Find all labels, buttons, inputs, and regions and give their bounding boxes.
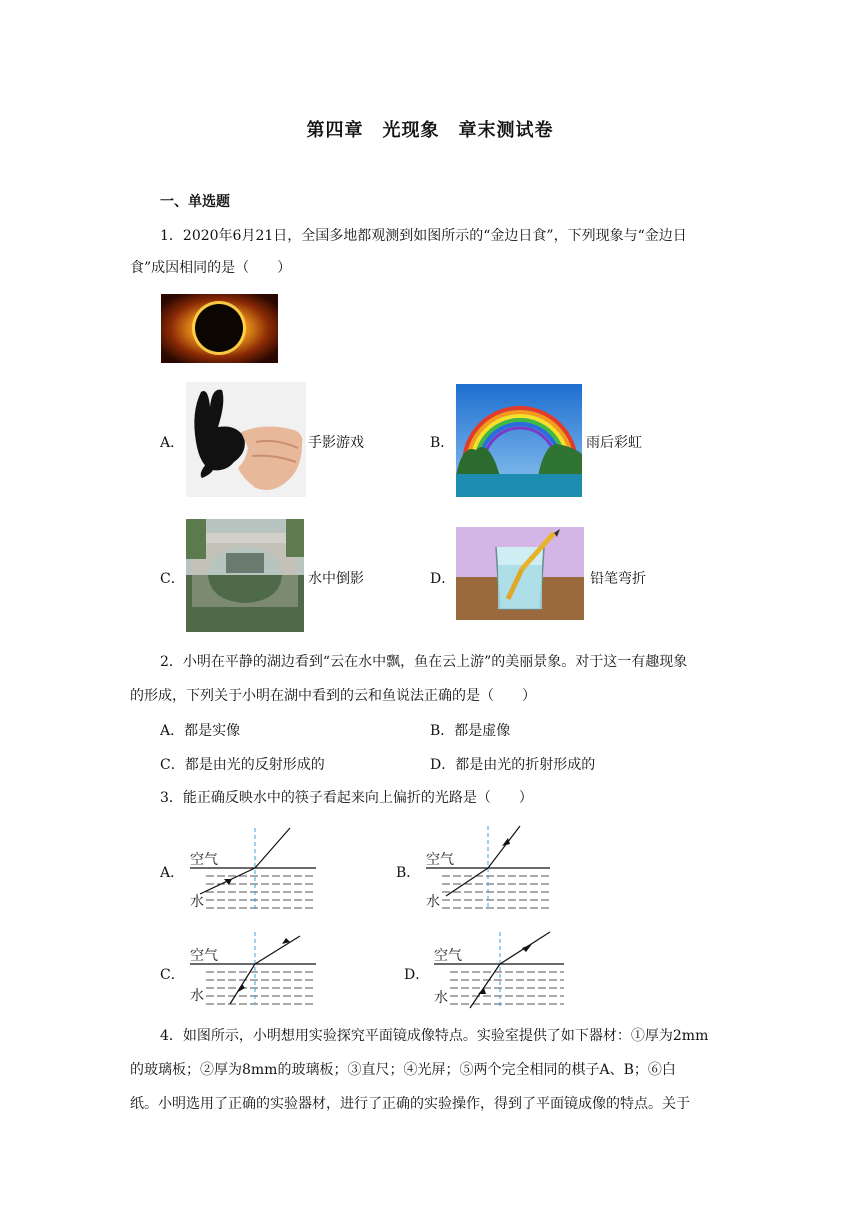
q4-stem-line1: 4．如图所示，小明想用实验探究平面镜成像特点。实验室提供了如下器材：①厚为2mm: [160, 1028, 709, 1044]
q1-stem-line2: 食”成因相同的是（ ）: [130, 260, 292, 276]
refraction-diagram-b: [422, 824, 552, 912]
q2-option-c-text: 都是由光的反射形成的: [184, 757, 325, 773]
air-label: 空气: [426, 852, 454, 868]
hand-shadow-rabbit-icon: [186, 382, 306, 497]
rainbow-photo-icon: [456, 384, 582, 497]
q3-option-c-label: C．: [160, 967, 185, 983]
page-title: 第四章 光现象 章末测试卷: [306, 120, 554, 141]
air-label: 空气: [190, 948, 218, 964]
q1-option-c-label: C．: [160, 571, 185, 587]
q1-stem-line1: 1．2020年6月21日，全国多地都观测到如图所示的“金边日食”，下列现象与“金边日: [160, 228, 687, 244]
q2-option-d: [430, 754, 595, 774]
q1-option-b-text: 雨后彩虹: [586, 435, 642, 451]
q1-option-d-text: 铅笔弯折: [590, 571, 646, 587]
water-label: 水: [190, 988, 204, 1004]
q2-option-c-label: C．: [160, 757, 185, 773]
section-heading: 一、单选题: [160, 194, 230, 210]
q4-stem-line3: 纸。小明选用了正确的实验器材，进行了正确的实验操作，得到了平面镜成像的特点。关于: [130, 1096, 690, 1112]
q1-option-a-label: A．: [160, 435, 185, 451]
q3-stem: 3．能正确反映水中的筷子看起来向上偏折的光路是（ ）: [160, 790, 533, 806]
q2-stem-line2: 的形成，下列关于小明在湖中看到的云和鱼说法正确的是（ ）: [130, 688, 536, 704]
water-label: 水: [426, 894, 440, 910]
pencil-in-water-icon: [456, 527, 584, 620]
q2-option-c: [160, 754, 325, 774]
q2-option-a-text: 都是实像: [184, 723, 241, 739]
air-label: 空气: [434, 948, 462, 964]
air-label: 空气: [190, 852, 218, 868]
water-label: 水: [434, 990, 448, 1006]
q2-option-b-label: B．: [430, 723, 455, 739]
refraction-diagram-d: [430, 930, 566, 1010]
q2-stem-line1: 2．小明在平静的湖边看到“云在水中飘，鱼在云上游”的美丽景象。对于这一有趣现象: [160, 654, 688, 670]
q1-option-a-text: 手影游戏: [308, 435, 364, 451]
q2-option-a: [160, 720, 240, 740]
q2-option-b-text: 都是虚像: [454, 723, 511, 739]
bridge-reflection-icon: [186, 519, 304, 632]
refraction-diagram-c: [186, 930, 318, 1006]
q3-option-a-label: A．: [160, 865, 185, 881]
q1-option-d-label: D．: [430, 571, 456, 587]
water-label: 水: [190, 894, 204, 910]
q4-stem-line2: 的玻璃板；②厚为8mm的玻璃板；③直尺；④光屏；⑤两个完全相同的棋子A、B；⑥白: [130, 1062, 676, 1078]
refraction-diagram-a: [186, 826, 318, 912]
q1-option-c-text: 水中倒影: [308, 571, 364, 587]
q2-option-d-label: D．: [430, 757, 456, 773]
q2-option-b: [430, 720, 510, 740]
q1-option-b-label: B．: [430, 435, 455, 451]
q2-option-d-text: 都是由光的折射形成的: [455, 757, 596, 773]
q3-option-b-label: B．: [396, 865, 421, 881]
q3-option-d-label: D．: [404, 967, 430, 983]
solar-eclipse-image: [161, 294, 278, 363]
q2-option-a-label: A．: [160, 723, 185, 739]
